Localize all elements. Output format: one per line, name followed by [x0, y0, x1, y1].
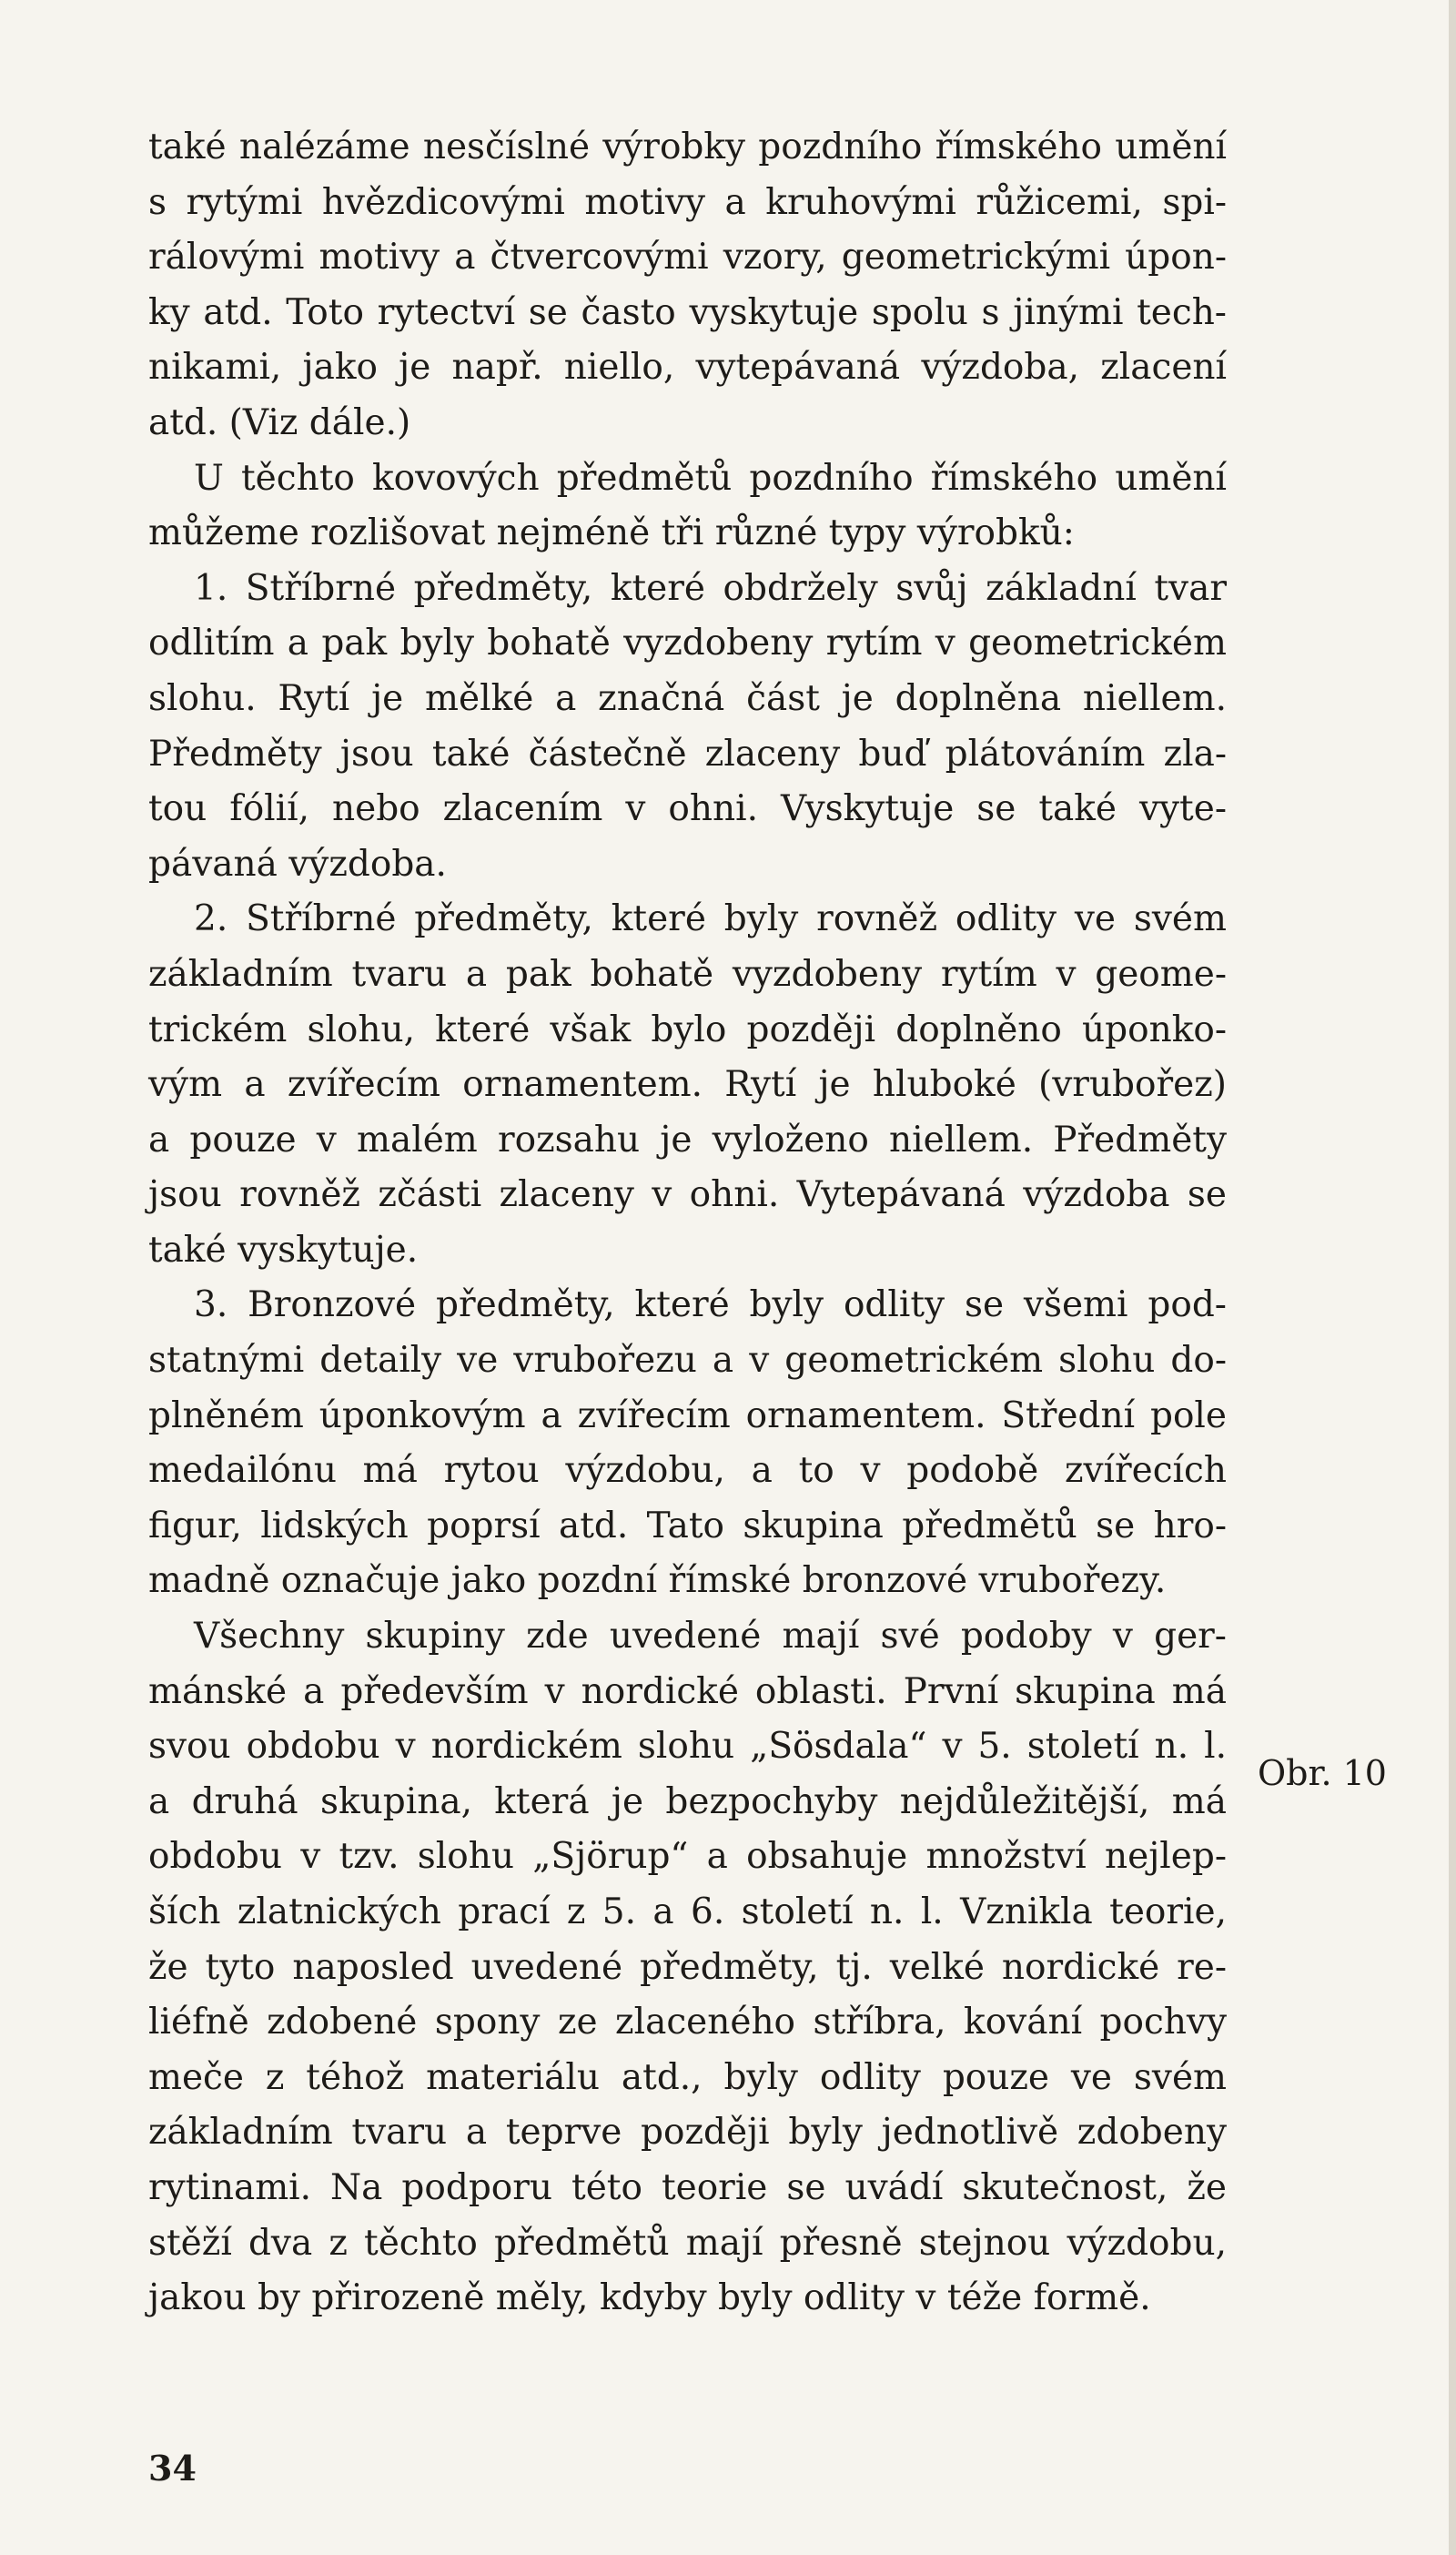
text-line: 1. Stříbrné předměty, které obdržely svůj základní tvar — [194, 567, 1227, 609]
text-line: tou fólií, nebo zlacením v ohni. Vyskytuje se také vyte- — [148, 788, 1227, 830]
text-line: madně označuje jako pozdní římské bronzové vrubořezy. — [148, 1560, 1167, 1602]
text-line: pávaná výzdoba. — [148, 843, 447, 885]
text-line: ky atd. Toto rytectví se často vyskytuje spolu s jinými tech- — [148, 291, 1227, 333]
text-line: plněném úponkovým a zvířecím ornamentem. Střední pole — [148, 1394, 1227, 1436]
text-line: odlitím a pak byly bohatě vyzdobeny rytím v geometrickém — [148, 623, 1227, 664]
text-line: můžeme rozlišovat nejméně tři různé typy výrobků: — [148, 512, 1075, 554]
text-line: základním tvaru a pak bohatě vyzdobeny rytím v geome- — [148, 953, 1227, 995]
text-line: obdobu v tzv. slohu „Sjörup“ a obsahuje množství nejlep- — [148, 1836, 1227, 1878]
figure-reference-note: Obr. 10 — [1258, 1753, 1387, 1793]
text-line: U těchto kovových předmětů pozdního římského umění — [194, 457, 1227, 499]
text-line: Předměty jsou také částečně zlaceny buď plátováním zla- — [148, 733, 1227, 775]
text-line: s rytými hvězdicovými motivy a kruhovými růžicemi, spi- — [148, 181, 1227, 223]
text-line: liéfně zdobené spony ze zlaceného stříbra, kování pochvy — [148, 2002, 1227, 2043]
text-line: základním tvaru a teprve později byly jednotlivě zdobeny — [148, 2112, 1227, 2154]
text-line: mánské a především v nordické oblasti. První skupina má — [148, 1670, 1227, 1712]
text-line: Všechny skupiny zde uvedené mají své podoby v ger- — [194, 1616, 1227, 1658]
text-line: ších zlatnických prací z 5. a 6. století n. l. Vznikla teorie, — [148, 1891, 1227, 1932]
text-line: také vyskytuje. — [148, 1229, 419, 1271]
text-line: statnými detaily ve vrubořezu a v geometrickém slohu do- — [148, 1340, 1227, 1382]
text-line: jsou rovněž zčásti zlaceny v ohni. Vytepávaná výzdoba se — [148, 1174, 1227, 1216]
text-line: rálovými motivy a čtvercovými vzory, geometrickými úpon- — [148, 237, 1227, 279]
text-line: trickém slohu, které však bylo později doplněno úponko- — [148, 1009, 1227, 1050]
text-line: medailónu má rytou výzdobu, a to v podobě zvířecích — [148, 1450, 1227, 1492]
text-line: vým a zvířecím ornamentem. Rytí je hluboké (vrubořez) — [148, 1064, 1227, 1106]
text-line: svou obdobu v nordickém slohu „Sösdala“ v 5. století n. l. — [148, 1726, 1227, 1768]
page-edge-shadow — [1449, 0, 1456, 2555]
text-line: že tyto naposled uvedené předměty, tj. velké nordické re- — [148, 1946, 1227, 1988]
page-number: 34 — [148, 2448, 197, 2489]
text-line: jakou by přirozeně měly, kdyby byly odlity v téže formě. — [148, 2277, 1151, 2319]
text-line: také nalézáme nesčíslné výrobky pozdního římského umění — [148, 127, 1227, 167]
text-line: rytinami. Na podporu této teorie se uvádí skutečnost, že — [148, 2166, 1227, 2208]
text-line: nikami, jako je např. niello, vytepávaná výzdoba, zlacení — [148, 347, 1227, 389]
text-line: atd. (Viz dále.) — [148, 401, 411, 443]
text-line: 3. Bronzové předměty, které byly odlity se všemi pod- — [194, 1284, 1227, 1326]
text-line: a pouze v malém rozsahu je vyloženo niellem. Předměty — [148, 1119, 1227, 1161]
text-line: 2. Stříbrné předměty, které byly rovněž odlity ve svém — [194, 898, 1227, 940]
text-line: figur, lidských poprsí atd. Tato skupina předmětů se hro- — [148, 1505, 1227, 1546]
text-line: a druhá skupina, která je bezpochyby nejdůležitější, má — [148, 1780, 1227, 1822]
text-line: slohu. Rytí je mělké a značná část je doplněna niellem. — [148, 677, 1227, 719]
text-line: meče z téhož materiálu atd., byly odlity pouze ve svém — [148, 2056, 1227, 2098]
text-line: stěží dva z těchto předmětů mají přesně stejnou výzdobu, — [148, 2222, 1227, 2264]
body-text — [148, 120, 1227, 2327]
